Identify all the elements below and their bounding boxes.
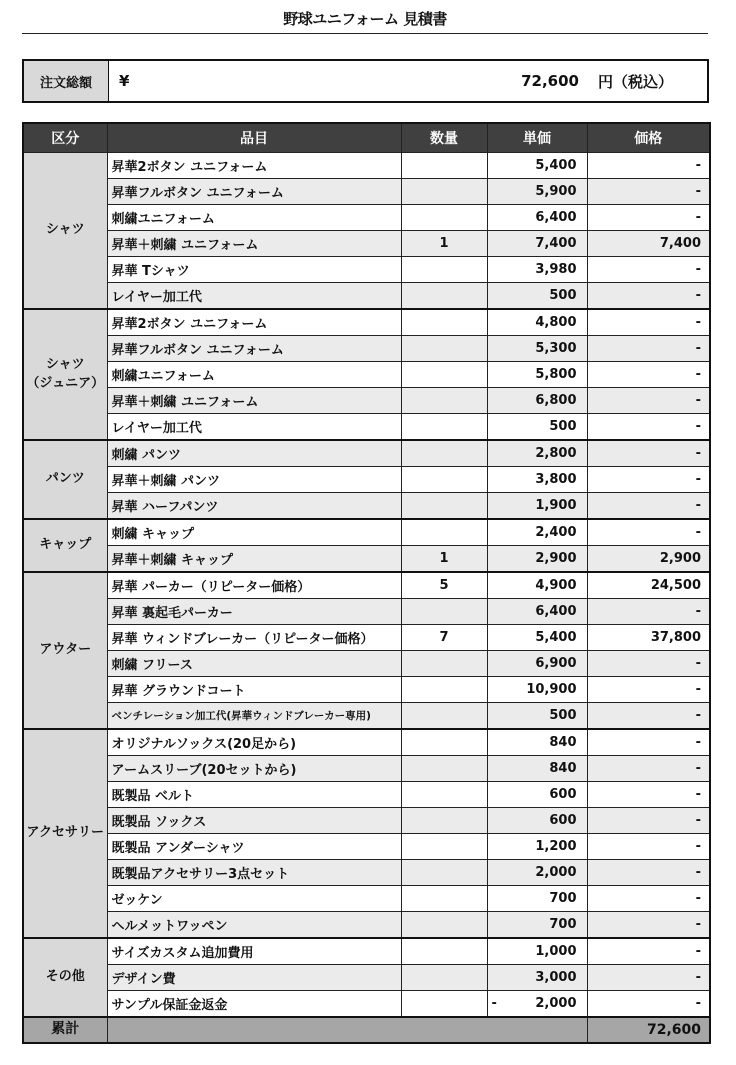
table-row bbox=[23, 231, 710, 257]
negative-sign: - bbox=[491, 996, 497, 1011]
unit-price-value: 10,900 bbox=[526, 682, 577, 697]
unit-price-value: 500 bbox=[549, 419, 577, 434]
unit-price-value: 840 bbox=[549, 761, 577, 776]
table-row bbox=[23, 808, 710, 834]
price-cell: - bbox=[587, 205, 710, 231]
price-cell: - bbox=[587, 886, 710, 912]
item-name: 昇華 グラウンドコート bbox=[107, 677, 401, 703]
unit-price-cell bbox=[487, 179, 587, 205]
table-row bbox=[23, 283, 710, 310]
unit-price-cell bbox=[487, 938, 587, 965]
item-name: 昇華2ボタン ユニフォーム bbox=[107, 153, 401, 179]
order-total-unit: 円（税込） bbox=[597, 72, 673, 91]
item-name: 昇華 ハーフパンツ bbox=[107, 493, 401, 520]
table-row bbox=[23, 782, 710, 808]
table-row bbox=[23, 467, 710, 493]
unit-price-value: 3,800 bbox=[535, 472, 577, 487]
unit-price-value: 3,980 bbox=[535, 262, 577, 277]
item-name: 昇華＋刺繍 パンツ bbox=[107, 467, 401, 493]
table-row bbox=[23, 336, 710, 362]
unit-price-cell bbox=[487, 572, 587, 599]
table-row bbox=[23, 729, 710, 756]
estimate-table bbox=[22, 122, 711, 1044]
item-name: 刺繍 フリース bbox=[107, 651, 401, 677]
qty-cell[interactable] bbox=[401, 153, 487, 179]
item-name: 刺繍 パンツ bbox=[107, 440, 401, 467]
header-qty: 数量 bbox=[401, 123, 487, 153]
qty-cell[interactable] bbox=[401, 886, 487, 912]
table-row bbox=[23, 651, 710, 677]
item-name: 既製品 ベルト bbox=[107, 782, 401, 808]
table-row bbox=[23, 546, 710, 573]
category-cell: アクセサリー bbox=[23, 729, 107, 938]
qty-cell[interactable] bbox=[401, 440, 487, 467]
price-cell: - bbox=[587, 179, 710, 205]
qty-cell[interactable] bbox=[401, 467, 487, 493]
qty-cell[interactable] bbox=[401, 309, 487, 336]
qty-cell[interactable] bbox=[401, 938, 487, 965]
item-name: ゼッケン bbox=[107, 886, 401, 912]
qty-cell[interactable] bbox=[401, 519, 487, 546]
qty-cell[interactable] bbox=[401, 808, 487, 834]
unit-price-value: 6,400 bbox=[535, 604, 577, 619]
unit-price-cell bbox=[487, 782, 587, 808]
price-cell: - bbox=[587, 860, 710, 886]
table-row bbox=[23, 625, 710, 651]
item-name: 刺繍 キャップ bbox=[107, 519, 401, 546]
qty-cell[interactable]: 5 bbox=[401, 572, 487, 599]
item-name: オリジナルソックス(20足から) bbox=[107, 729, 401, 756]
header-unit-price: 単価 bbox=[487, 123, 587, 153]
page-title: 野球ユニフォーム 見積書 bbox=[283, 10, 447, 28]
table-header-row bbox=[23, 123, 710, 153]
price-cell: - bbox=[587, 991, 710, 1018]
item-name: ベンチレーション加工代(昇華ウィンドブレーカー専用) bbox=[107, 703, 401, 730]
unit-price-value: 3,000 bbox=[535, 970, 577, 985]
table-row bbox=[23, 703, 710, 730]
unit-price-cell bbox=[487, 546, 587, 573]
unit-price-cell bbox=[487, 860, 587, 886]
table-body bbox=[23, 153, 710, 1018]
qty-cell[interactable] bbox=[401, 834, 487, 860]
summary-label: 累計 bbox=[23, 1017, 107, 1043]
price-cell: - bbox=[587, 938, 710, 965]
item-name: アームスリーブ(20セットから) bbox=[107, 756, 401, 782]
qty-cell[interactable] bbox=[401, 362, 487, 388]
item-name: 昇華 Tシャツ bbox=[107, 257, 401, 283]
category-cell: キャップ bbox=[23, 519, 107, 572]
item-name: 刺繍ユニフォーム bbox=[107, 362, 401, 388]
unit-price-cell bbox=[487, 283, 587, 310]
unit-price-value: 2,000 bbox=[535, 996, 577, 1011]
unit-price-value: 5,900 bbox=[535, 184, 577, 199]
qty-cell[interactable] bbox=[401, 283, 487, 310]
table-row bbox=[23, 414, 710, 441]
category-cell: パンツ bbox=[23, 440, 107, 519]
price-cell: 2,900 bbox=[587, 546, 710, 573]
qty-cell[interactable] bbox=[401, 991, 487, 1018]
table-row bbox=[23, 599, 710, 625]
unit-price-cell bbox=[487, 965, 587, 991]
unit-price-value: 2,400 bbox=[535, 525, 577, 540]
unit-price-cell bbox=[487, 991, 587, 1018]
item-name: 昇華＋刺繍 ユニフォーム bbox=[107, 388, 401, 414]
item-name: 既製品アクセサリー3点セット bbox=[107, 860, 401, 886]
table-row bbox=[23, 860, 710, 886]
unit-price-cell bbox=[487, 599, 587, 625]
qty-cell[interactable] bbox=[401, 677, 487, 703]
category-cell: シャツ bbox=[23, 153, 107, 310]
table-row bbox=[23, 938, 710, 965]
table-row bbox=[23, 440, 710, 467]
price-cell: - bbox=[587, 808, 710, 834]
price-cell: 37,800 bbox=[587, 625, 710, 651]
unit-price-cell bbox=[487, 440, 587, 467]
unit-price-value: 5,400 bbox=[535, 158, 577, 173]
table-row bbox=[23, 519, 710, 546]
table-row bbox=[23, 153, 710, 179]
unit-price-cell bbox=[487, 729, 587, 756]
unit-price-cell bbox=[487, 414, 587, 441]
item-name: 既製品 アンダーシャツ bbox=[107, 834, 401, 860]
qty-cell[interactable] bbox=[401, 257, 487, 283]
category-cell: その他 bbox=[23, 938, 107, 1017]
table-row bbox=[23, 991, 710, 1018]
price-cell: - bbox=[587, 703, 710, 730]
qty-cell[interactable] bbox=[401, 599, 487, 625]
price-cell: - bbox=[587, 599, 710, 625]
header-category: 区分 bbox=[23, 123, 107, 153]
unit-price-value: 2,000 bbox=[535, 865, 577, 880]
unit-price-value: 600 bbox=[549, 813, 577, 828]
qty-cell[interactable]: 1 bbox=[401, 546, 487, 573]
unit-price-value: 5,300 bbox=[535, 341, 577, 356]
price-cell: - bbox=[587, 283, 710, 310]
price-cell: - bbox=[587, 493, 710, 520]
unit-price-value: 1,900 bbox=[535, 498, 577, 513]
price-cell: 24,500 bbox=[587, 572, 710, 599]
table-row bbox=[23, 179, 710, 205]
order-total-value: 72,600 bbox=[521, 72, 579, 90]
unit-price-value: 7,400 bbox=[535, 236, 577, 251]
qty-cell[interactable] bbox=[401, 782, 487, 808]
qty-cell[interactable] bbox=[401, 703, 487, 730]
header-price: 価格 bbox=[587, 123, 710, 153]
qty-cell[interactable] bbox=[401, 651, 487, 677]
price-cell: - bbox=[587, 729, 710, 756]
qty-cell[interactable]: 1 bbox=[401, 231, 487, 257]
table-row bbox=[23, 257, 710, 283]
qty-cell[interactable] bbox=[401, 414, 487, 441]
unit-price-value: 500 bbox=[549, 288, 577, 303]
price-cell: - bbox=[587, 651, 710, 677]
unit-price-value: 700 bbox=[549, 891, 577, 906]
unit-price-value: 4,800 bbox=[535, 315, 577, 330]
item-name: 昇華＋刺繍 ユニフォーム bbox=[107, 231, 401, 257]
price-cell: - bbox=[587, 519, 710, 546]
unit-price-value: 5,800 bbox=[535, 367, 577, 382]
unit-price-value: 6,900 bbox=[535, 656, 577, 671]
unit-price-value: 5,400 bbox=[535, 630, 577, 645]
unit-price-value: 1,200 bbox=[535, 839, 577, 854]
table-row bbox=[23, 912, 710, 939]
unit-price-cell bbox=[487, 205, 587, 231]
item-name: 昇華＋刺繍 キャップ bbox=[107, 546, 401, 573]
currency-symbol: ¥ bbox=[119, 72, 130, 90]
unit-price-value: 6,800 bbox=[535, 393, 577, 408]
qty-cell[interactable] bbox=[401, 756, 487, 782]
unit-price-value: 6,400 bbox=[535, 210, 577, 225]
price-cell: - bbox=[587, 153, 710, 179]
item-name: 昇華2ボタン ユニフォーム bbox=[107, 309, 401, 336]
title-divider bbox=[22, 33, 708, 34]
price-cell: 7,400 bbox=[587, 231, 710, 257]
item-name: ヘルメットワッペン bbox=[107, 912, 401, 939]
qty-cell[interactable] bbox=[401, 912, 487, 939]
price-cell: - bbox=[587, 388, 710, 414]
price-cell: - bbox=[587, 440, 710, 467]
unit-price-value: 700 bbox=[549, 917, 577, 932]
qty-cell[interactable] bbox=[401, 965, 487, 991]
unit-price-cell bbox=[487, 808, 587, 834]
price-cell: - bbox=[587, 677, 710, 703]
table-row bbox=[23, 965, 710, 991]
unit-price-value: 840 bbox=[549, 735, 577, 750]
table-row bbox=[23, 677, 710, 703]
summary-total: 72,600 bbox=[587, 1017, 710, 1043]
qty-cell[interactable]: 7 bbox=[401, 625, 487, 651]
qty-cell[interactable] bbox=[401, 179, 487, 205]
unit-price-cell bbox=[487, 625, 587, 651]
table-row bbox=[23, 572, 710, 599]
unit-price-cell bbox=[487, 467, 587, 493]
price-cell: - bbox=[587, 309, 710, 336]
qty-cell[interactable] bbox=[401, 388, 487, 414]
unit-price-cell bbox=[487, 651, 587, 677]
qty-cell[interactable] bbox=[401, 860, 487, 886]
unit-price-value: 2,800 bbox=[535, 446, 577, 461]
item-name: デザイン費 bbox=[107, 965, 401, 991]
unit-price-cell bbox=[487, 519, 587, 546]
item-name: 昇華 裏起毛パーカー bbox=[107, 599, 401, 625]
item-name: 昇華フルボタン ユニフォーム bbox=[107, 336, 401, 362]
unit-price-cell bbox=[487, 493, 587, 520]
unit-price-cell bbox=[487, 912, 587, 939]
price-cell: - bbox=[587, 467, 710, 493]
table-row bbox=[23, 886, 710, 912]
unit-price-cell bbox=[487, 756, 587, 782]
unit-price-cell bbox=[487, 703, 587, 730]
order-total-box bbox=[22, 59, 709, 103]
unit-price-cell bbox=[487, 309, 587, 336]
table-row bbox=[23, 362, 710, 388]
unit-price-cell bbox=[487, 677, 587, 703]
unit-price-cell bbox=[487, 153, 587, 179]
unit-price-cell bbox=[487, 834, 587, 860]
unit-price-cell bbox=[487, 886, 587, 912]
unit-price-value: 2,900 bbox=[535, 551, 577, 566]
unit-price-value: 1,000 bbox=[535, 944, 577, 959]
unit-price-cell bbox=[487, 231, 587, 257]
category-cell: シャツ （ジュニア） bbox=[23, 309, 107, 440]
qty-cell[interactable] bbox=[401, 336, 487, 362]
table-row bbox=[23, 756, 710, 782]
unit-price-value: 600 bbox=[549, 787, 577, 802]
header-item: 品目 bbox=[107, 123, 401, 153]
qty-cell[interactable] bbox=[401, 493, 487, 520]
price-cell: - bbox=[587, 362, 710, 388]
table-row bbox=[23, 309, 710, 336]
price-cell: - bbox=[587, 912, 710, 939]
unit-price-cell bbox=[487, 257, 587, 283]
summary-spacer bbox=[107, 1017, 587, 1043]
item-name: 昇華 パーカー（リピーター価格） bbox=[107, 572, 401, 599]
table-row bbox=[23, 493, 710, 520]
unit-price-cell bbox=[487, 388, 587, 414]
qty-cell[interactable] bbox=[401, 729, 487, 756]
unit-price-value: 500 bbox=[549, 708, 577, 723]
qty-cell[interactable] bbox=[401, 205, 487, 231]
table-row bbox=[23, 388, 710, 414]
item-name: 昇華フルボタン ユニフォーム bbox=[107, 179, 401, 205]
price-cell: - bbox=[587, 756, 710, 782]
price-cell: - bbox=[587, 414, 710, 441]
unit-price-cell bbox=[487, 336, 587, 362]
item-name: サイズカスタム追加費用 bbox=[107, 938, 401, 965]
table-row bbox=[23, 834, 710, 860]
unit-price-cell bbox=[487, 362, 587, 388]
summary-row bbox=[23, 1017, 710, 1043]
order-total-label: 注文総額 bbox=[24, 61, 109, 101]
price-cell: - bbox=[587, 965, 710, 991]
price-cell: - bbox=[587, 336, 710, 362]
item-name: レイヤー加工代 bbox=[107, 414, 401, 441]
item-name: 昇華 ウィンドブレーカー（リピーター価格） bbox=[107, 625, 401, 651]
item-name: 刺繍ユニフォーム bbox=[107, 205, 401, 231]
price-cell: - bbox=[587, 257, 710, 283]
order-total-value-cell bbox=[109, 61, 707, 101]
category-cell: アウター bbox=[23, 572, 107, 729]
unit-price-value: 4,900 bbox=[535, 578, 577, 593]
item-name: レイヤー加工代 bbox=[107, 283, 401, 310]
table-row bbox=[23, 205, 710, 231]
price-cell: - bbox=[587, 782, 710, 808]
price-cell: - bbox=[587, 834, 710, 860]
item-name: 既製品 ソックス bbox=[107, 808, 401, 834]
item-name: サンプル保証金返金 bbox=[107, 991, 401, 1018]
